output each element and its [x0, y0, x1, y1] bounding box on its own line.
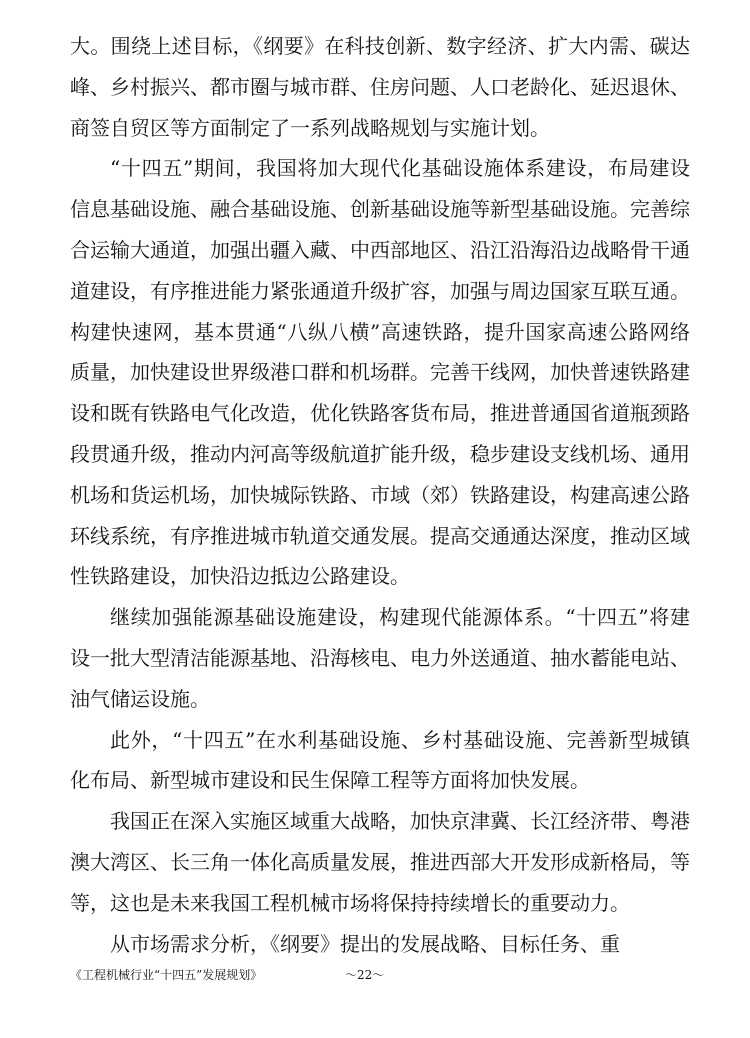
paragraph-market-demand: 从市场需求分析，《纲要》提出的发展战略、目标任务、重: [110, 931, 620, 956]
page-footer: [70, 966, 690, 984]
page-number: ～22～: [345, 968, 385, 982]
paragraph-energy: 继续加强能源基础设施建设，构建现代能源体系。“十四五”将建设一批大型清洁能源基地、沿海核电、电力外送通道、抽水蓄能电站、油气储运设施。: [70, 605, 690, 711]
paragraph-infrastructure: “十四五”期间，我国将加大现代化基础设施体系建设，布局建设信息基础设施、融合基础设施、创新基础设施等新型基础设施。完善综合运输大通道，加强出疆入藏、中西部地区、沿江沿海沿边战略骨干通道建设，有序推进能力紧张通道升级扩容，加强与周边国家互联互通。构建快速网，基本贯通“八纵八横”高速铁路，提升国家高速公路网络质量，加快建设世界级港口群和机场群。完善干线网，加快普速铁路建设和既有铁路电气化改造，优化铁路客货布局，推进普通国省道瓶颈路段贯通升级，推动内河高等级航道扩能升级，稳步建设支线机场、通用机场和货运机场，加快城际铁路、市域（郊）铁路建设，构建高速公路环线系统，有序推进城市轨道交通发展。提高交通通达深度，推动区域性铁路建设，加快沿边抵边公路建设。: [70, 156, 690, 589]
body-text: [70, 26, 690, 964]
paragraph-continuation: 大。围绕上述目标，《纲要》在科技创新、数字经济、扩大内需、碳达峰、乡村振兴、都市圈与城市群、住房问题、人口老龄化、延迟退休、商签自贸区等方面制定了一系列战略规划与实施计划。: [70, 34, 690, 140]
paragraph-other-infrastructure: 此外，“十四五”在水利基础设施、乡村基础设施、完善新型城镇化布局、新型城市建设和民生保障工程等方面将加快发展。: [70, 727, 690, 793]
paragraph-regional-strategy: 我国正在深入实施区域重大战略，加快京津冀、长江经济带、粤港澳大湾区、长三角一体化高质量发展，推进西部大开发形成新格局，等等，这也是未来我国工程机械市场将保持持续增长的重要动力。: [70, 809, 690, 915]
footer-document-title: 《工程机械行业“十四五”发展规划》: [70, 968, 263, 982]
